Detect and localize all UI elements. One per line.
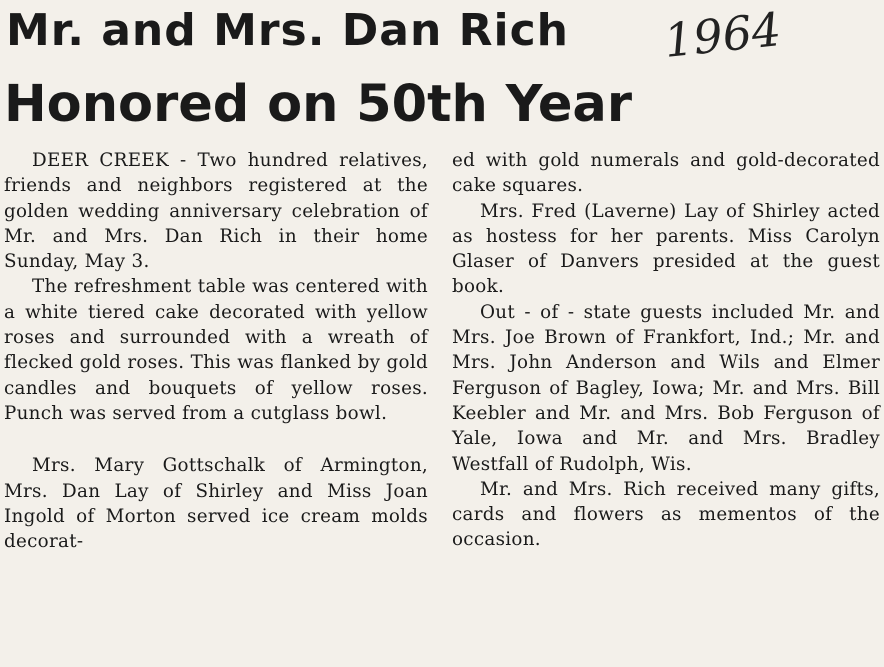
paragraph-refreshments: The refreshment table was centered with a white tiered cake decorated with yellow roses and surrounded with a wreath of flecked gold roses. This was flanked by gold candles and bouquets of yellow roses. Punch was served from a cutglass bowl. (4, 276, 428, 424)
article-left-column (4, 148, 428, 554)
paragraph-gifts: Mr. and Mrs. Rich received many gifts, cards and flowers as mementos of the occasion. (452, 478, 880, 551)
paragraph-servers: Mrs. Mary Gottschalk of Armington, Mrs. Dan Lay of Shirley and Miss Joan Ingold of Morton served ice cream molds decorat- (4, 455, 428, 553)
article-right-column (452, 148, 880, 553)
paragraph-guests: Out - of - state guests included Mr. and Mrs. Joe Brown of Frankfort, Ind.; Mr. and Mrs. John Anderson and Wils and Elmer Ferguson of Bagley, Iowa; Mr. and Mrs. Bill Keebler and Mr. and Mrs. Bob Ferguson of Yale, Iowa and Mr. and Mrs. Bradley Westfall of Rudolph, Wis. (452, 301, 880, 475)
headline-line-1: Mr. and Mrs. Dan Rich (6, 5, 570, 56)
paragraph-hostess: Mrs. Fred (Laverne) Lay of Shirley acted as hostess for her parents. Miss Carolyn Glaser of Danvers presided at the guest book. (452, 200, 880, 298)
headline-line-2: Honored on 50th Year (4, 75, 632, 134)
paragraph-gap (4, 426, 428, 453)
handwritten-year-annotation: 1964 (661, 2, 784, 68)
paragraph-intro: DEER CREEK - Two hundred relatives, friends and neighbors registered at the golden wedding anniversary celebration of Mr. and Mrs. Dan Rich in their home Sunday, May 3. (4, 150, 428, 273)
paragraph-continuation: ed with gold numerals and gold-decorated cake squares. (452, 150, 880, 197)
